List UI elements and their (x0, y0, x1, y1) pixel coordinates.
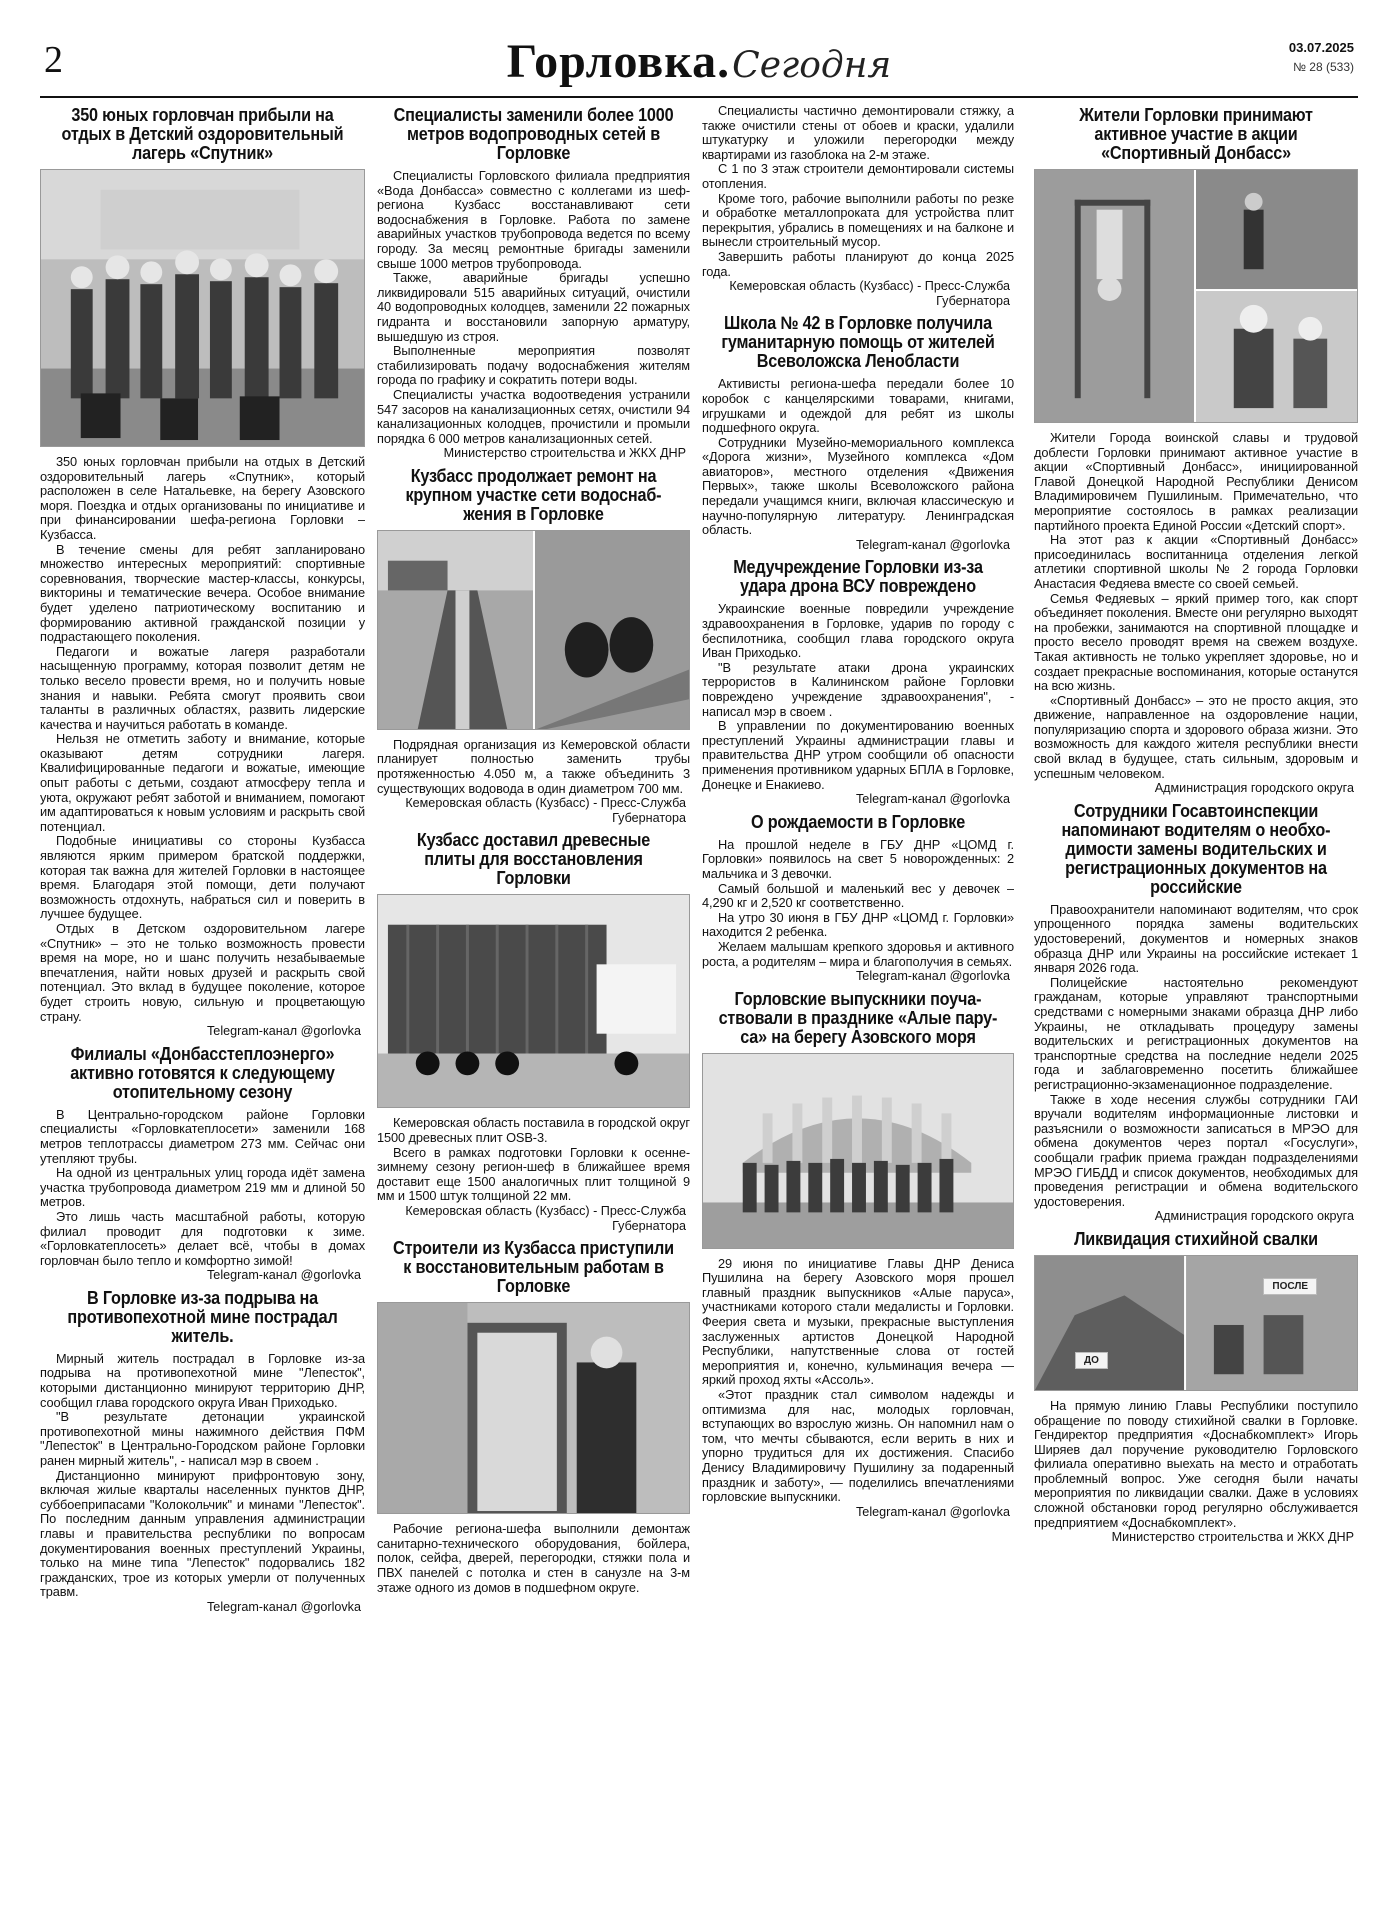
photo-graduates (702, 1053, 1014, 1249)
masthead-subtitle: Сегодня (732, 45, 892, 86)
article-title: Медучреждение Горловки из-за удара дрона ВСУ повреждено (733, 557, 983, 597)
photo-landfill-before-after (1034, 1255, 1358, 1391)
article-paragraph: Специалисты частично демонтировали стяжку, а также очистили стены от обоев и краски, удалили штукатурку и уложили перегородки между квартирами из газоблока на 2-м этаже. (702, 104, 1014, 162)
article-paragraph: Выполненные мероприятия позволят стабилизировать подачу водоснабжения жителям города по графику и сократить потери воды. (377, 343, 690, 388)
article-drone-strike (702, 558, 1014, 806)
article-title: Сотрудники Госавтоинспекции напоминают водителям о необходимости замены водительских и регистрационных документов на российские (1061, 800, 1331, 897)
article-paragraph: Мирный житель пострадал в Горловке из-за подрыва на противопехотной мине "Лепесток", которыми дистанционно минируют территорию ДНР, сообщил глава городского округа Иван Приходько. (40, 1350, 365, 1410)
article-water-repair (377, 467, 690, 826)
article-title: Кузбасс продолжает ремонт на крупном участке сети водоснабжения в Горловке (405, 465, 662, 524)
masthead-title: Горловка. (506, 35, 731, 88)
article-paragraph: В течение смены для ребят запланировано множество интересных мероприятий: спортивные соревнования, творческие мастер-классы, конкурсы, викторины и тематические вечера. Особое внимание будет уделено патриотическому воспитанию и формированию активной гражданской позиции у подрастающего поколения. (40, 541, 365, 645)
article-paragraph: На одной из центральных улиц города идёт замена участка трубопровода диаметром 219 мм и длиной 50 метров. (40, 1165, 365, 1210)
article-source: Министерство строительства и ЖКХ ДНР (443, 446, 686, 461)
article-title: 350 юных горловчан прибыли на отдых в Детский оздоровительный лагерь «Спутник» (61, 105, 344, 163)
article-title: Жители Горловки принимают активное участие в акции «Спортивный Донбасс» (1079, 105, 1313, 163)
article-title: Ликвидация стихийной свалки (1074, 1228, 1318, 1249)
article-paragraph: Украинские военные повредили учреждение здравоохранения в Горловке, ударив по городу с беспилотника, сообщил глава городского округа Иван Приходько. (702, 601, 1014, 661)
article-paragraph: Правоохранители напоминают водителям, что срок упрощенного порядка замены водительских удостоверений, документов и номерных знаков образца ДНР или Украины на российские истекает 1 января 2026 года. (1034, 901, 1358, 976)
article-title: Школа № 42 в Горловке получила гуманитарную помощь от жителей Всеволожска Ленобласти (721, 313, 995, 372)
article-source: Telegram-канал @gorlovka (207, 1599, 361, 1614)
article-source: Администрация городского округа (1154, 781, 1354, 796)
article-paragraph: Жители Города воинской славы и трудовой доблести Горловки принимают активное участие в акции «Спортивный Донбасс», инициированной Главой Донецкой Народной Республики Денисом Владимировичем Пушилиным. Примечательно, что мероприятие состоялось в рамках реализации партийного проекта Единой России «Детский спорт». (1034, 430, 1358, 533)
article-title: Филиалы «Донбасстеплоэнерго» активно готовятся к следующему отопительному сезону (70, 1043, 335, 1102)
photo-truck-panels (377, 894, 690, 1108)
article-title: Кузбасс доставил древесные плиты для восстановления Горловки (416, 830, 651, 889)
masthead (40, 34, 1358, 89)
article-sport-donbass (1034, 106, 1358, 796)
article-kuzbass-builders (377, 1239, 690, 1595)
photo-water-pipes (377, 530, 690, 730)
article-paragraph: Сотрудники Музейно-мемориального комплекса «Дорога жизни», Музейного комплекса «Дом авиаторов», местного отделения «Движения Первых», также школы Всеволожского района передали учащимся книги, включая классическую и научно-популярную литературу. Ленинградская область. (702, 434, 1014, 538)
article-paragraph: 350 юных горловчан прибыли на отдых в Детский оздоровительный лагерь «Спутник», который расположен в селе Натальевке, на берегу Азовского моря. Поездка и отдых организованы по инициативе и при финансировании шефа-региона Горловки – Кузбасса. (40, 454, 365, 542)
article-paragraph: С 1 по 3 этаж строители демонтировали системы отопления. (702, 161, 1014, 191)
article-title: Строители из Кузбасса приступили к восстановительным работам в Горловке (393, 1238, 674, 1297)
article-mine-injury (40, 1289, 365, 1615)
issue-number: № 28 (533) (1293, 60, 1354, 74)
article-source: Telegram-канал @gorlovka (856, 969, 1010, 984)
article-heating-prep (40, 1045, 365, 1283)
article-paragraph: На прямую линию Главы Республики поступило обращение по поводу стихийной свалки в Горловке. Гендиректор предприятия «Доснабкомплект» Игорь Ширяев дал поручение руководителю Горловского филиала оперативно выехать на место и отработать проблемный вопрос. Уже сегодня были начаты мероприятия по ликвидации свалки. Даже в условиях сложной обстановки город регулярно обслуживается предприятием «Доснабкомплект». (1034, 1397, 1358, 1530)
article-paragraph: "В результате атаки дрона украинских террористов в Калининском районе Горловки повреждено учреждение здравоохранения", - написал мэр в своем . (702, 659, 1014, 719)
photo-children-camp (40, 169, 365, 447)
article-source: Telegram-канал @gorlovka (856, 537, 1010, 552)
photo-sport-family (1034, 169, 1358, 423)
article-source: Кемеровская область (Кузбасс) - Пресс-Служба Губернатора (405, 1204, 686, 1233)
article-paragraph: В управлении по документированию военных преступлений Украины администрации главы и правительства ДНР утром сообщили об опасности применения противником ударных БПЛА в Горловке, Донецке и Енакиево. (702, 718, 1014, 792)
article-paragraph: Нельзя не отметить заботу и внимание, которые оказывают детям сотрудники лагеря. Квалифицированные педагоги и вожатые, имеющие опыт работы с детьми, создают атмосферу тепла и уюта, окружают ребят заботой и вниманием, помогают им адаптироваться к новым условиям и раскрыть свой потенциал. (40, 731, 365, 834)
article-paragraph: Завершить работы планируют до конца 2025 года. (702, 248, 1014, 279)
page-number: 2 (44, 39, 63, 81)
article-source: Telegram-канал @gorlovka (856, 1504, 1010, 1519)
article-title: О рождаемости в Горловке (750, 811, 966, 832)
column-1 (40, 104, 365, 1904)
article-paragraph: Подрядная организация из Кемеровской области планирует полностью заменить трубы протяженностью 4.050 м, а также объединить 3 существующих водовода в один диаметром 700 мм. (377, 736, 690, 796)
article-paragraph: Также, аварийные бригады успешно ликвидировали 515 аварийных ситуаций, очистили 40 водопроводных колодцев, заменили 22 пожарных гидранта и восстановили запорную арматуру, вышедшую из строя. (377, 270, 690, 344)
issue-date: 03.07.2025 (1288, 40, 1354, 55)
article-paragraph: На утро 30 июня в ГБУ ДНР «ЦОМД г. Горловки» находится 2 ребенка. (702, 909, 1014, 940)
column-3 (702, 104, 1014, 1904)
article-paragraph: Полицейские настоятельно рекомендуют гражданам, которые управляют транспортными средствами с номерными знаками образца ДНР либо Украины, не откладывать процедуру замены водительских и регистрационных документов на транспортные средства на последние недели 2025 года и заблаговременно посетить ближайшее регистрационно-экзаменационное подразделение. (1034, 974, 1358, 1092)
article-paragraph: Кемеровская область поставила в городской округ 1500 древесных плит OSB-3. (377, 1115, 690, 1146)
article-title: Горловские выпускники поучаствовали в празднике «Алые паруса» на берегу Азовского моря (718, 988, 998, 1047)
article-birth-rate (702, 813, 1014, 984)
article-paragraph: Семья Федяевых – яркий пример того, как спорт объединяет поколения. Вместе они регулярно выходят на пробежки, занимаются на спортивной площадке и просто весело проводят время на свежем воздухе. Такая активность не только укрепляет здоровье, но и создает прекрасные воспоминания, которые останутся на всю жизнь. (1034, 590, 1358, 694)
article-source: Telegram-канал @gorlovka (207, 1268, 361, 1283)
article-gai-documents (1034, 802, 1358, 1224)
page-header (40, 34, 1358, 96)
photo-badge-after: ПОСЛЕ (1263, 1278, 1317, 1295)
article-paragraph: На прошлой неделе в ГБУ ДНР «ЦОМД г. Горловки» появилось на свет 5 новорожденных: 2 мальчика и 3 девочки. (702, 836, 1014, 881)
article-paragraph: «Этот праздник стал символом надежды и оптимизма для нас, молодых горловчан, вступающих во взрослую жизнь. Он напомнил нам о том, что мечты сбываются, если верить в них и упорно трудиться для их достижения. Спасибо Денису Владимировичу Пушилину за подаренный праздник и заботу», — поделились впечатлениями горловские выпускники. (702, 1387, 1014, 1505)
article-title: В Горловке из-за подрыва на противопехотной мине пострадал житель. (67, 1287, 338, 1346)
article-paragraph: Подобные инициативы со стороны Кузбасса являются ярким примером братской поддержки, которая так важна для жителей Горловки в настоящее время. Благодаря этой помощи, дети получают возможность отдохнуть, набраться сил и поверить в лучшее будущее. (40, 833, 365, 922)
article-paragraph: Самый большой и маленький вес у девочек – 4,290 кг и 2,520 кг соответственно. (702, 880, 1014, 911)
article-paragraph: Это лишь часть масштабной работы, которую филиал проводит для подготовки к зиме. «Горловкатеплосеть» делает всё, чтобы в домах горловчан было тепло и комфортно зимой! (40, 1208, 365, 1268)
article-scarlet-sails (702, 990, 1014, 1520)
article-paragraph: 29 июня по инициативе Главы ДНР Дениса Пушилина на берегу Азовского моря прошел главный праздник выпускников «Алые паруса», участниками которого стали медалисты и Горловки. Феерия света и музыки, прекрасные выступления заслуженных артистов Донецкой Народной Республики, напутственные слова от гостей мероприятия и, конечно, кульминация вечера — яркий проход яхты «Ассоль». (702, 1255, 1014, 1388)
article-kuzbass-builders-cont (702, 104, 1014, 308)
photo-badge-before: ДО (1075, 1352, 1108, 1369)
article-paragraph: Специалисты участка водоотведения устранили 547 засоров на канализационных сетях, очистили 94 канализационных колодцев, прочистили и промыли порядка 6 000 метров канализационных сетей. (377, 386, 690, 446)
article-school-42 (702, 314, 1014, 552)
article-title: Специалисты заменили более 1000 метров водопроводных сетей в Горловке (393, 105, 674, 163)
column-4 (1034, 104, 1358, 1904)
header-rule (40, 96, 1358, 98)
article-source: Администрация городского округа (1154, 1209, 1354, 1224)
article-children-camp (40, 106, 365, 1039)
column-2 (377, 104, 690, 1904)
article-paragraph: На этот раз к акции «Спортивный Донбасс» присоединилась воспитанница отделения легкой атлетики спортивной школы № 2 города Горловки Анастасия Федяева вместе со своей семьей. (1034, 532, 1358, 591)
article-paragraph: В Центрально-городском районе Горловки специалисты «Горловкатеплосети» заменили 168 метров теплотрассы диаметром 273 мм. Сейчас они утепляют трубы. (40, 1106, 365, 1166)
article-source: Кемеровская область (Кузбасс) - Пресс-Служба Губернатора (405, 796, 686, 825)
article-paragraph: Всего в рамках подготовки Горловки к осенне-зимнему сезону регион-шеф в ближайшее время доставит еще 1500 аналогичных плит толщиной 9 мм и 1500 штук толщиной 22 мм. (377, 1144, 690, 1204)
article-wood-panels (377, 831, 690, 1233)
article-water-networks (377, 106, 690, 461)
article-paragraph: "В результате детонации украинской противопехотной мины нажимного действия ПФМ "Лепесток" в Центрально-Городском районе Горловки ранен мирный житель", - написал мэр в своем . (40, 1409, 365, 1469)
article-paragraph: Желаем малышам крепкого здоровья и активного роста, а родителям – мира и благополучия в семьях. (702, 938, 1014, 969)
article-paragraph: Специалисты Горловского филиала предприятия «Вода Донбасса» совместно с коллегами из шеф-региона Кузбасс восстанавливают сети водоснабжения в Горловке. Работа по замене аварийных участков трубопровода ведется по всему городу. За месяц ремонтные бригады заменили свыше 1000 метров трубопровода. (377, 168, 690, 271)
article-paragraph: Активисты региона-шефа передали более 10 коробок с канцелярскими товарами, книгами, игрушками и одеждой для ребят из школы подшефного округа. (702, 376, 1014, 436)
article-paragraph: Кроме того, рабочие выполнили работы по резке и обработке металлопроката для устройства плит перекрытия, убрались в помещениях и на балконе и вынесли строительный мусор. (702, 190, 1014, 250)
article-source: Кемеровская область (Кузбасс) - Пресс-Служба Губернатора (729, 279, 1010, 308)
article-paragraph: «Спортивный Донбасс» – это не просто акция, это движение, направленное на оздоровление нации, популяризацию спорта и здорового образа жизни. Это возможность для каждого жителя республики внести свой вклад в будущее, стать сильным, здоровым и успешным человеком. (1034, 692, 1358, 781)
article-source: Telegram-канал @gorlovka (207, 1024, 361, 1039)
article-source: Министерство строительства и ЖКХ ДНР (1111, 1530, 1354, 1545)
article-landfill (1034, 1230, 1358, 1545)
article-paragraph: Также в ходе несения службы сотрудники ГАИ вручали водителям информационные листовки и разъяснили о возможности записаться в МРЭО для обмена документов через портал «Госуслуги», сообщали график приема граждан подразделениями МРЭО ГИБДД и список документов, необходимых для проведения регистрации и обмена водительского удостоверения. (1034, 1091, 1358, 1209)
article-paragraph: Дистанционно минируют прифронтовую зону, включая жилые кварталы населенных пунктов ДНР, суббоеприпасами "Колокольчик" и минами "Лепесток". По последним данным управления администрации главы и правительства республики по вопросам документирования военных преступлений Украины, только на мине типа "Лепесток" подорвались 182 гражданских, трое из которых умерли от полученных травм. (40, 1467, 365, 1600)
article-source: Telegram-канал @gorlovka (856, 792, 1010, 807)
photo-builders (377, 1302, 690, 1514)
article-paragraph: Рабочие региона-шефа выполнили демонтаж санитарно-технического оборудования, бойлера, полок, сейфа, дверей, перегородки, стяжки пола и ПВХ панелей с потолка и стен в санузле на 3-м этаже одного из домов в подшефном округе. (377, 1521, 690, 1595)
article-paragraph: Педагоги и вожатые лагеря разработали насыщенную программу, которая позволит детям не только весело провести время, но и получить новые знания и навыки. Ребята смогут проявить свои таланты в различных областях, развить лидерские качества и научиться работать в команде. (40, 643, 365, 732)
article-paragraph: Отдых в Детском оздоровительном лагере «Спутник» – это не только возможность провести время на море, но и шанс получить незабываемые впечатления, найти новых друзей и раскрыть свой потенциал. Это вклад в будущее поколение, которое будет строить новую, сильную и процветающую страну. (40, 921, 365, 1024)
